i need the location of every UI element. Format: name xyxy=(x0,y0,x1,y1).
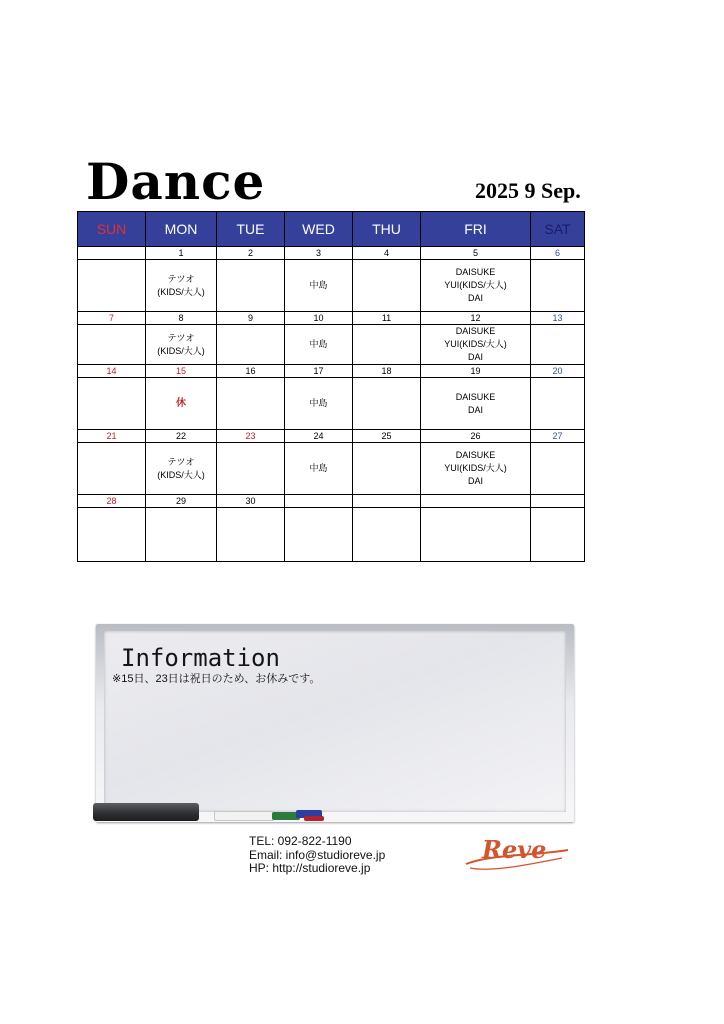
date-number xyxy=(531,495,585,508)
instructor-label: テツオ xyxy=(167,456,195,467)
date-number: 13 xyxy=(531,312,585,325)
date-number: 6 xyxy=(531,247,585,260)
schedule-cell xyxy=(531,508,585,562)
instructor-label: テツオ xyxy=(167,273,195,284)
schedule-cell xyxy=(217,508,285,562)
contact-block xyxy=(249,835,385,876)
schedule-cell xyxy=(217,325,285,365)
weekday-fri: FRI xyxy=(421,212,531,247)
schedule-cell xyxy=(217,443,285,495)
weekday-mon: MON xyxy=(146,212,217,247)
weekday-header-row xyxy=(78,212,585,247)
schedule-cell xyxy=(421,508,531,562)
schedule-cell xyxy=(285,260,353,312)
date-number: 10 xyxy=(285,312,353,325)
calendar-body xyxy=(78,247,585,562)
date-number xyxy=(353,495,421,508)
date-number: 30 xyxy=(217,495,285,508)
schedule-row xyxy=(78,508,585,562)
schedule-cell xyxy=(531,443,585,495)
weekday-sat: SAT xyxy=(531,212,585,247)
schedule-cell xyxy=(78,443,146,495)
instructor-label: YUI(KIDS/大人) xyxy=(444,280,507,290)
schedule-cell xyxy=(78,508,146,562)
schedule-cell xyxy=(285,508,353,562)
schedule-row xyxy=(78,325,585,365)
schedule-cell xyxy=(146,260,217,312)
contact-email: Email: info@studioreve.jp xyxy=(249,847,386,862)
schedule-cell xyxy=(285,378,353,430)
date-number-row xyxy=(78,365,585,378)
date-number: 27 xyxy=(531,430,585,443)
info-text: ※15日、23日は祝日のため、お休みです。 xyxy=(112,673,321,685)
date-number-row xyxy=(78,430,585,443)
date-number: 24 xyxy=(285,430,353,443)
instructor-label: 中島 xyxy=(309,339,328,349)
date-number: 2 xyxy=(217,247,285,260)
date-number xyxy=(78,247,146,260)
schedule-cell xyxy=(421,378,531,430)
instructor-label: DAISUKE xyxy=(455,267,496,277)
date-number: 11 xyxy=(353,312,421,325)
instructor-label: YUI(KIDS/大人) xyxy=(444,463,507,473)
date-number: 29 xyxy=(146,495,217,508)
page-title: Dance xyxy=(86,152,266,211)
date-number: 25 xyxy=(353,430,421,443)
weekday-thu: THU xyxy=(353,212,421,247)
date-number: 9 xyxy=(217,312,285,325)
schedule-cell xyxy=(353,325,421,365)
schedule-cell xyxy=(146,508,217,562)
date-number: 20 xyxy=(531,365,585,378)
schedule-cell xyxy=(146,378,217,430)
weekday-tue: TUE xyxy=(217,212,285,247)
instructor-label: テツオ xyxy=(167,332,195,343)
date-number-row xyxy=(78,495,585,508)
date-number: 15 xyxy=(146,365,217,378)
schedule-cell xyxy=(531,378,585,430)
date-number: 17 xyxy=(285,365,353,378)
schedule-row xyxy=(78,378,585,430)
instructor-label: 中島 xyxy=(309,463,328,473)
instructor-label: DAI xyxy=(467,404,483,415)
schedule-cell xyxy=(146,325,217,365)
schedule-cell xyxy=(285,325,353,365)
schedule-row xyxy=(78,443,585,495)
date-number: 7 xyxy=(78,312,146,325)
instructor-label: DAI xyxy=(467,293,483,303)
date-number: 16 xyxy=(217,365,285,378)
date-number: 22 xyxy=(146,430,217,443)
instructor-label: DAI xyxy=(467,476,483,486)
instructor-label: 中島 xyxy=(309,280,328,290)
marker-red xyxy=(304,816,324,821)
schedule-cell xyxy=(78,260,146,312)
schedule-cell xyxy=(285,443,353,495)
date-number: 12 xyxy=(421,312,531,325)
schedule-cell xyxy=(421,443,531,495)
date-number: 5 xyxy=(421,247,531,260)
date-number: 28 xyxy=(78,495,146,508)
instructor-label: DAISUKE xyxy=(455,391,496,402)
date-number: 4 xyxy=(353,247,421,260)
calendar-table xyxy=(77,211,585,562)
date-number xyxy=(285,495,353,508)
schedule-cell xyxy=(531,325,585,365)
schedule-cell xyxy=(217,260,285,312)
month-label: 2025 9 Sep. xyxy=(475,178,581,203)
date-number: 8 xyxy=(146,312,217,325)
contact-tel: TEL: 092-822-1190 xyxy=(249,834,352,848)
instructor-label: (KIDS/大人) xyxy=(157,469,205,480)
eraser-image xyxy=(93,803,199,821)
schedule-cell xyxy=(146,443,217,495)
instructor-label: 中島 xyxy=(309,398,328,408)
date-number-row xyxy=(78,312,585,325)
date-number: 18 xyxy=(353,365,421,378)
date-number xyxy=(421,495,531,508)
instructor-label: (KIDS/大人) xyxy=(157,345,205,356)
holiday-label: 休 xyxy=(176,398,186,409)
weekday-sun: SUN xyxy=(78,212,146,247)
weekday-wed: WED xyxy=(285,212,353,247)
instructor-label: DAISUKE xyxy=(455,450,496,460)
date-number: 1 xyxy=(146,247,217,260)
schedule-cell xyxy=(353,443,421,495)
contact-hp: HP: http://studioreve.jp xyxy=(249,861,371,875)
date-number: 14 xyxy=(78,365,146,378)
date-number: 3 xyxy=(285,247,353,260)
schedule-cell xyxy=(353,508,421,562)
schedule-cell xyxy=(78,325,146,365)
schedule-cell xyxy=(353,378,421,430)
schedule-row xyxy=(78,260,585,312)
instructor-label: DAISUKE xyxy=(455,326,496,336)
instructor-label: DAI xyxy=(467,352,483,362)
schedule-cell xyxy=(78,378,146,430)
studio-logo xyxy=(462,828,572,876)
schedule-cell xyxy=(217,378,285,430)
instructor-label: YUI(KIDS/大人) xyxy=(444,339,507,349)
date-number: 23 xyxy=(217,430,285,443)
info-title: Information xyxy=(121,644,280,672)
schedule-cell xyxy=(531,260,585,312)
instructor-label: (KIDS/大人) xyxy=(157,286,205,297)
logo-text: Reve xyxy=(482,835,547,864)
date-number: 26 xyxy=(421,430,531,443)
date-number: 19 xyxy=(421,365,531,378)
schedule-cell xyxy=(421,325,531,365)
marker-white xyxy=(214,811,274,821)
schedule-cell xyxy=(353,260,421,312)
date-number-row xyxy=(78,247,585,260)
schedule-cell xyxy=(421,260,531,312)
date-number: 21 xyxy=(78,430,146,443)
